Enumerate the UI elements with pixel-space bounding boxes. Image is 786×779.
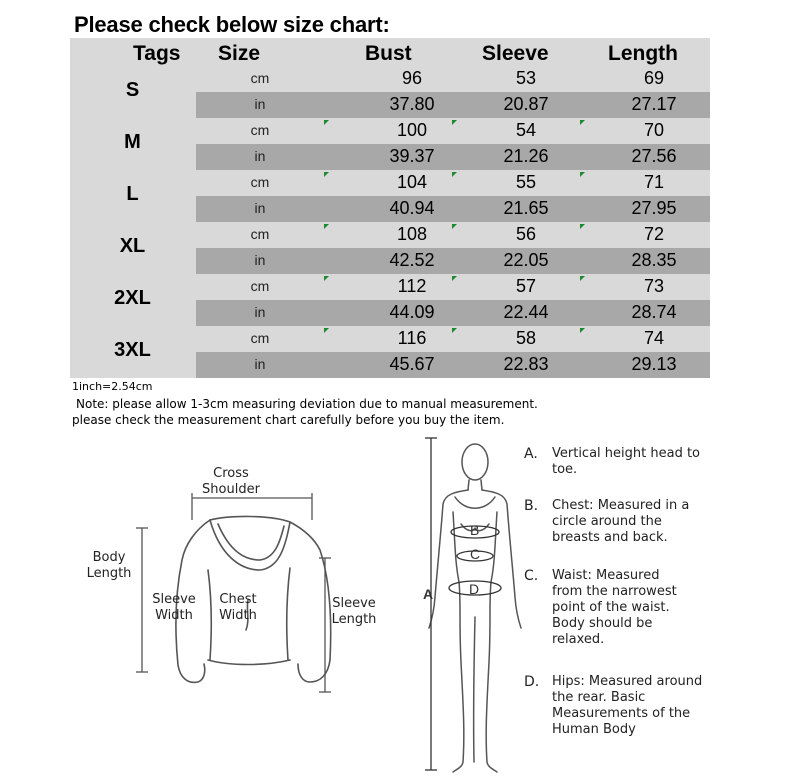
sleeve-length-label: Sleeve Length	[331, 596, 377, 627]
cell-marker	[324, 224, 329, 229]
unit-cell: in	[254, 96, 266, 112]
cell-marker	[580, 328, 585, 333]
size-chart-title: Please check below size chart:	[74, 12, 390, 37]
unit-cell: cm	[250, 330, 270, 346]
bust-cell: 45.67	[389, 354, 435, 374]
table-row	[196, 248, 710, 274]
conversion-note: 1inch=2.54cm	[72, 380, 153, 393]
bust-cell: 104	[396, 172, 428, 192]
length-cell: 28.35	[631, 250, 677, 270]
unit-cell: in	[254, 304, 266, 320]
length-cell: 27.17	[631, 94, 677, 114]
table-row	[196, 144, 710, 170]
table-row	[196, 300, 710, 326]
bust-cell: 116	[397, 328, 427, 348]
unit-cell: in	[254, 148, 266, 164]
table-row	[196, 326, 710, 352]
bust-cell: 42.52	[389, 250, 435, 270]
unit-cell: in	[254, 252, 266, 268]
unit-cell: cm	[250, 122, 270, 138]
cell-marker	[324, 276, 329, 281]
length-cell: 27.95	[631, 198, 677, 218]
sleeve-cell: 57	[515, 276, 537, 296]
header-tags: Tags	[133, 42, 181, 65]
cell-marker	[452, 172, 457, 177]
cross-shoulder-label: Cross Shoulder	[202, 466, 260, 497]
table-row	[196, 66, 710, 92]
size-tag: M	[124, 131, 141, 153]
sleeve-cell: 22.83	[503, 354, 549, 374]
size-tag: 3XL	[114, 339, 151, 361]
unit-cell: in	[254, 200, 266, 216]
cell-marker	[324, 328, 329, 333]
sleeve-width-label: Sleeve Width	[152, 592, 196, 623]
size-tag: L	[126, 183, 139, 205]
bust-cell: 112	[397, 276, 427, 296]
sleeve-cell: 22.44	[503, 302, 549, 322]
unit-cell: cm	[250, 278, 270, 294]
table-row	[196, 352, 710, 378]
length-cell: 71	[643, 172, 665, 192]
length-cell: 74	[643, 328, 665, 348]
sleeve-cell: 22.05	[503, 250, 549, 270]
size-tag: 2XL	[114, 287, 151, 309]
deviation-note: Note: please allow 1-3cm measuring deviation due to manual measurement.	[76, 397, 538, 411]
body-label-b: B	[470, 522, 480, 538]
table-row	[196, 170, 710, 196]
bust-cell: 40.94	[389, 198, 435, 218]
body-label-d: D	[469, 581, 480, 597]
bust-cell: 37.80	[389, 94, 435, 114]
sleeve-cell: 21.26	[503, 146, 549, 166]
unit-cell: cm	[250, 174, 270, 190]
sleeve-cell: 55	[515, 172, 537, 192]
body-label-c: C	[470, 546, 481, 562]
cell-marker	[452, 276, 457, 281]
sleeve-cell: 56	[515, 224, 537, 244]
size-chart-table	[70, 38, 710, 378]
table-row	[196, 118, 710, 144]
cell-marker	[324, 172, 329, 177]
header-sleeve: Sleeve	[482, 42, 549, 65]
header-length: Length	[608, 42, 678, 65]
cell-marker	[452, 328, 457, 333]
sleeve-cell: 58	[515, 328, 537, 348]
bust-cell: 108	[396, 224, 428, 244]
unit-cell: cm	[250, 70, 270, 86]
header-bust: Bust	[365, 42, 412, 65]
cell-marker	[324, 120, 329, 125]
table-row	[196, 92, 710, 118]
length-cell: 72	[643, 224, 665, 244]
unit-cell: in	[254, 356, 266, 372]
table-row	[196, 222, 710, 248]
body-figure-diagram	[415, 432, 525, 777]
table-row	[196, 196, 710, 222]
length-cell: 28.74	[631, 302, 677, 322]
cell-marker	[580, 172, 585, 177]
length-cell: 27.56	[631, 146, 677, 166]
sleeve-cell: 21.65	[503, 198, 549, 218]
sleeve-cell: 54	[515, 120, 537, 140]
length-cell: 70	[643, 120, 665, 140]
length-cell: 29.13	[631, 354, 677, 374]
header-size: Size	[218, 42, 261, 65]
bust-cell: 44.09	[389, 302, 435, 322]
bust-cell: 39.37	[389, 146, 435, 166]
size-tag: XL	[119, 235, 146, 257]
length-cell: 73	[643, 276, 665, 296]
size-tag: S	[125, 79, 140, 101]
length-cell: 69	[643, 68, 665, 88]
bust-cell: 96	[401, 68, 423, 88]
table-row	[196, 274, 710, 300]
unit-cell: cm	[250, 226, 270, 242]
cell-marker	[452, 224, 457, 229]
sleeve-cell: 53	[515, 68, 537, 88]
cell-marker	[452, 120, 457, 125]
bust-cell: 100	[396, 120, 428, 140]
body-length-label: Body Length	[86, 550, 132, 581]
cell-marker	[580, 120, 585, 125]
body-label-a: A	[423, 586, 434, 602]
cell-marker	[580, 224, 585, 229]
sleeve-cell: 20.87	[503, 94, 549, 114]
check-note: please check the measurement chart carefully before you buy the item.	[72, 413, 505, 427]
chest-width-label: Chest Width	[219, 592, 257, 623]
cell-marker	[580, 276, 585, 281]
